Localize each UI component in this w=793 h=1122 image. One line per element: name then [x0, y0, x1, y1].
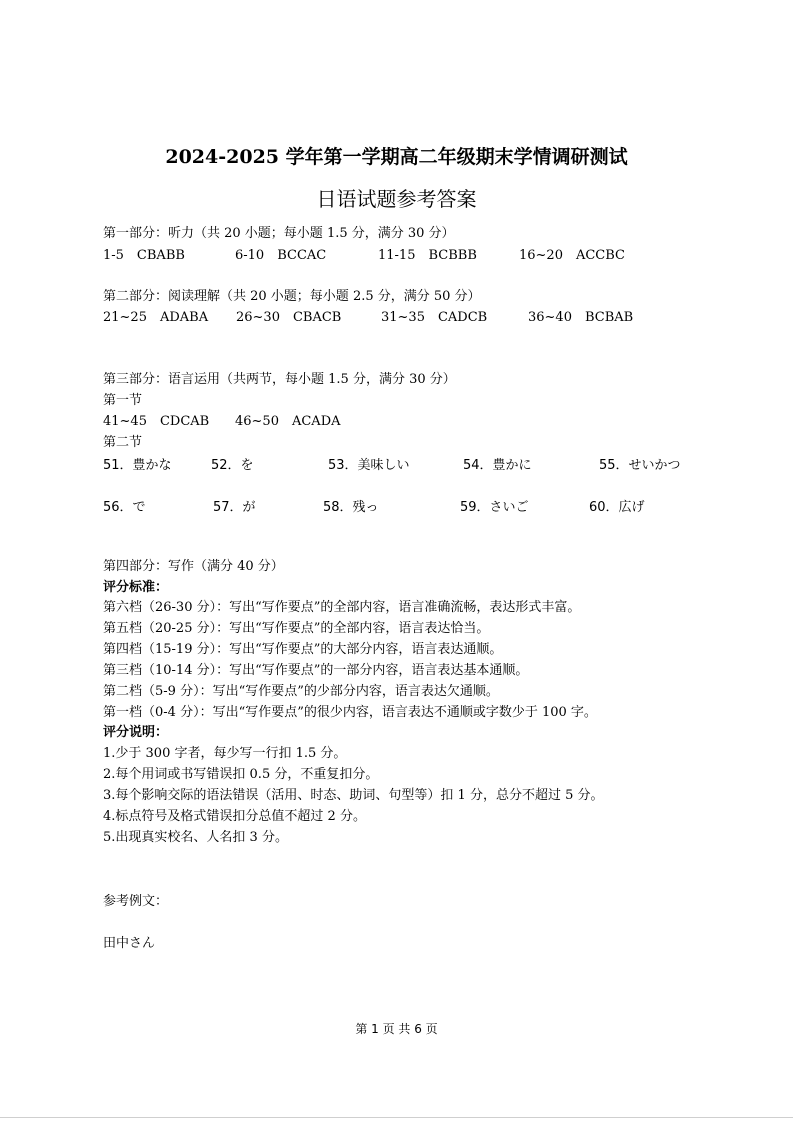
fill-answer: 59．さいご — [460, 500, 529, 515]
part1-answer: 6-10 BCCAC — [235, 248, 327, 263]
criteria-item: 第二档（5-9 分）：写出“写作要点”的少部分内容，语言表达欠通顺。 — [103, 684, 499, 699]
fill-answer: 57．が — [213, 500, 256, 515]
note-item: 4.标点符号及格式错误扣分总值不超过 2 分。 — [103, 809, 366, 824]
criteria-item: 第五档（20-25 分）：写出“写作要点”的全部内容，语言表达恰当。 — [103, 621, 490, 636]
criteria-item: 第四档（15-19 分）：写出“写作要点”的大部分内容，语言表达通顺。 — [103, 642, 503, 657]
part1-answer: 16~20 ACCBC — [519, 248, 625, 263]
note-item: 2.每个用词或书写错误扣 0.5 分，不重复扣分。 — [103, 767, 379, 782]
fill-answer: 52．を — [211, 458, 254, 473]
criteria-item: 第一档（0-4 分）：写出“写作要点”的很少内容，语言表达不通顺或字数少于 100 字。 — [103, 705, 597, 720]
part4-heading: 第四部分：写作（满分 40 分） — [103, 559, 284, 574]
part1-heading: 第一部分：听力（共 20 小题；每小题 1.5 分，满分 30 分） — [103, 226, 455, 241]
criteria-item: 第六档（26-30 分）：写出“写作要点”的全部内容，语言准确流畅，表达形式丰富。 — [103, 600, 581, 615]
fill-answer: 60．広げ — [589, 500, 645, 515]
criteria-item: 第三档（10-14 分）：写出“写作要点”的一部分内容，语言表达基本通顺。 — [103, 663, 529, 678]
page-number: 第 1 页 共 6 页 — [355, 1022, 438, 1036]
fill-answer: 51．豊かな — [103, 458, 172, 473]
fill-answer: 58．残っ — [323, 500, 379, 515]
page-bottom-divider — [0, 1117, 793, 1118]
fill-answer: 55．せいかつ — [599, 458, 681, 473]
fill-answer: 54．豊かに — [463, 458, 532, 473]
part3-section1-label: 第一节 — [103, 393, 143, 408]
part2-heading: 第二部分：阅读理解（共 20 小题；每小题 2.5 分，满分 50 分） — [103, 289, 481, 304]
part3-answer: 41~45 CDCAB — [103, 414, 210, 429]
notes-label: 评分说明： — [103, 725, 169, 740]
note-item: 1.少于 300 字者，每少写一行扣 1.5 分。 — [103, 746, 347, 761]
part3-section2-label: 第二节 — [103, 435, 143, 450]
criteria-label: 评分标准： — [103, 580, 169, 595]
part2-answer: 36~40 BCBAB — [528, 310, 634, 325]
part3-answer: 46~50 ACADA — [235, 414, 341, 429]
note-item: 5.出现真实校名、人名扣 3 分。 — [103, 830, 288, 845]
part2-answer: 21~25 ADABA — [103, 310, 209, 325]
part1-answer: 1-5 CBABB — [103, 248, 185, 263]
sample-salutation: 田中さん — [103, 936, 156, 951]
part2-answer: 26~30 CBACB — [236, 310, 342, 325]
part1-answer: 11-15 BCBBB — [378, 248, 477, 263]
fill-answer: 53．美味しい — [328, 458, 410, 473]
part3-heading: 第三部分：语言运用（共两节，每小题 1.5 分，满分 30 分） — [103, 372, 456, 387]
document-subtitle: 日语试题参考答案 — [316, 187, 477, 211]
sample-label: 参考例文： — [103, 894, 169, 909]
document-title: 2024-2025 学年第一学期高二年级期末学情调研测试 — [165, 146, 628, 168]
note-item: 3.每个影响交际的语法错误（活用、时态、助词、句型等）扣 1 分，总分不超过 5 分。 — [103, 788, 604, 803]
fill-answer: 56．で — [103, 500, 146, 515]
part2-answer: 31~35 CADCB — [381, 310, 488, 325]
